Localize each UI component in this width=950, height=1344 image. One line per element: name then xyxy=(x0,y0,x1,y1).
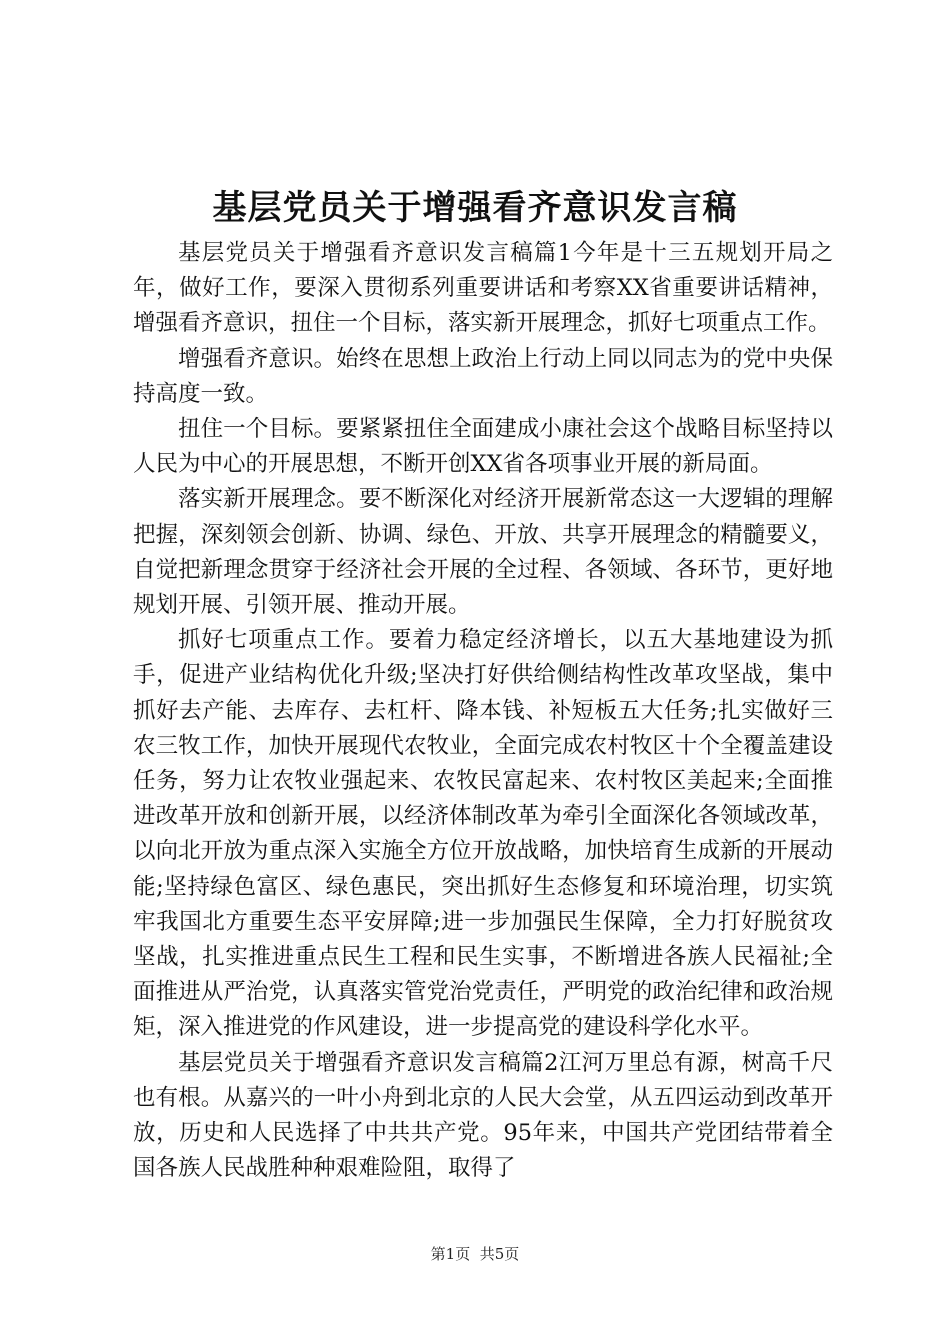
page-total: 共5页 xyxy=(479,1245,520,1263)
paragraph: 抓好七项重点工作。要着力稳定经济增长，以五大基地建设为抓手，促进产业结构优化升级;坚决打好供给侧结构性改革攻坚战，集中抓好去产能、去库存、去杠杆、降本钱、补短板五大任务;扎实做好三农三牧工作，加快开展现代农牧业，全面完成农村牧区十个全覆盖建设任务，努力让农牧业强起来、农牧民富起来、农村牧区美起来;全面推进改革开放和创新开展，以经济体制改革为牵引全面深化各领域改革，以向北开放为重点深入实施全方位开放战略，加快培育生成新的开展动能;坚持绿色富区、绿色惠民，突出抓好生态修复和环境治理，切实筑牢我国北方重要生态平安屏障;进一步加强民生保障，全力打好脱贫攻坚战，扎实推进重点民生工程和民生实事，不断增进各族人民福祉;全面推进从严治党，认真落实管党治党责任，严明党的政治纪律和政治规矩，深入推进党的作风建设，进一步提高党的建设科学化水平。 xyxy=(133,627,833,1041)
paragraph: 扭住一个目标。要紧紧扭住全面建成小康社会这个战略目标坚持以人民为中心的开展思想，不断开创XX省各项事业开展的新局面。 xyxy=(133,416,833,478)
paragraph: 落实新开展理念。要不断深化对经济开展新常态这一大逻辑的理解把握，深刻领会创新、协调、绿色、开放、共享开展理念的精髓要义，自觉把新理念贯穿于经济社会开展的全过程、各领域、各环节，更好地规划开展、引领开展、推动开展。 xyxy=(133,486,833,619)
page-footer xyxy=(0,1242,950,1266)
paragraph: 基层党员关于增强看齐意识发言稿篇2江河万里总有源，树高千尺也有根。从嘉兴的一叶小舟到北京的人民大会堂，从五四运动到改革开放，历史和人民选择了中共共产党。95年来，中国共产党团结带着全国各族人民战胜种种艰难险阻，取得了 xyxy=(133,1049,833,1182)
document-body xyxy=(133,236,833,1186)
paragraph: 基层党员关于增强看齐意识发言稿篇1今年是十三五规划开局之年，做好工作，要深入贯彻系列重要讲话和考察XX省重要讲话精神，增强看齐意识，扭住一个目标，落实新开展理念，抓好七项重点工作。 xyxy=(133,240,833,337)
document-title: 基层党员关于增强看齐意识发言稿 xyxy=(212,188,738,228)
paragraph: 增强看齐意识。始终在思想上政治上行动上同以同志为的党中央保持高度一致。 xyxy=(133,345,833,407)
page-number: 第1页 xyxy=(430,1245,471,1263)
